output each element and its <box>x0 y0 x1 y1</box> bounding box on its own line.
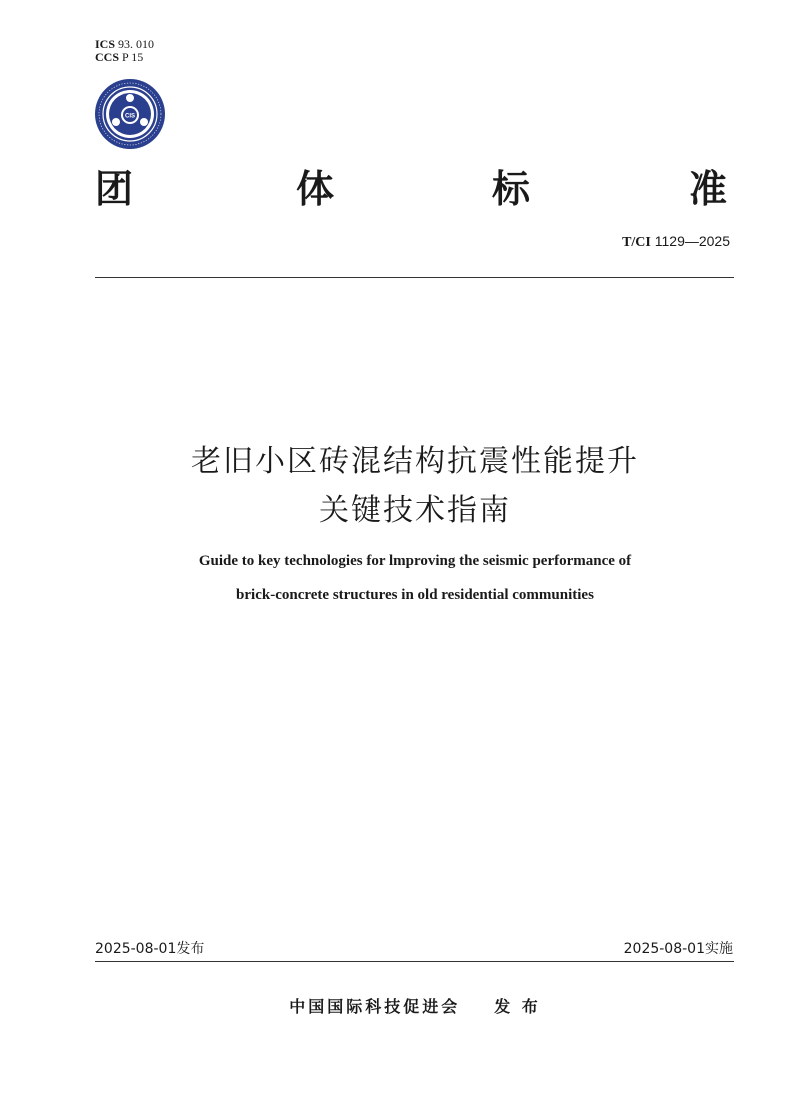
title-en-line-2: brick-concrete structures in old residential communities <box>236 587 594 603</box>
ics-label: ICS <box>95 37 116 51</box>
footer-divider <box>95 961 734 962</box>
standard-number <box>622 233 730 251</box>
standard-type-char-4: 准 <box>689 167 728 211</box>
logo-center-text: CIS <box>124 113 136 120</box>
title-zh-line-2: 关键技术指南 <box>319 493 511 528</box>
title-en-line-1: Guide to key technologies for lmproving the seismic performance of <box>198 553 632 569</box>
release-date: 2025-08-01发布 <box>95 941 205 957</box>
publisher-line <box>95 994 735 1017</box>
ccs-label: CCS <box>95 50 120 64</box>
ics-value: 93. 010 <box>118 37 155 51</box>
ccs-value: P 15 <box>122 50 144 64</box>
standard-type-char-2: 体 <box>296 167 335 211</box>
publisher-name: 中国国际科技促进会 <box>289 997 461 1016</box>
publish-action: 发 布 <box>494 997 541 1016</box>
title-zh-line-1: 老旧小区砖混结构抗震性能提升 <box>191 444 639 479</box>
standard-type-heading <box>95 158 735 210</box>
standard-type-char-3: 标 <box>492 167 531 211</box>
standard-type-char-1: 团 <box>95 167 134 211</box>
standard-code: T/CI <box>622 235 651 250</box>
implementation-date: 2025-08-01实施 <box>623 941 733 957</box>
header-divider <box>95 277 734 278</box>
standard-number-value: 1129—2025 <box>654 233 730 249</box>
classification-codes <box>95 38 154 64</box>
organization-logo <box>94 78 166 150</box>
ccs-code <box>95 51 154 64</box>
